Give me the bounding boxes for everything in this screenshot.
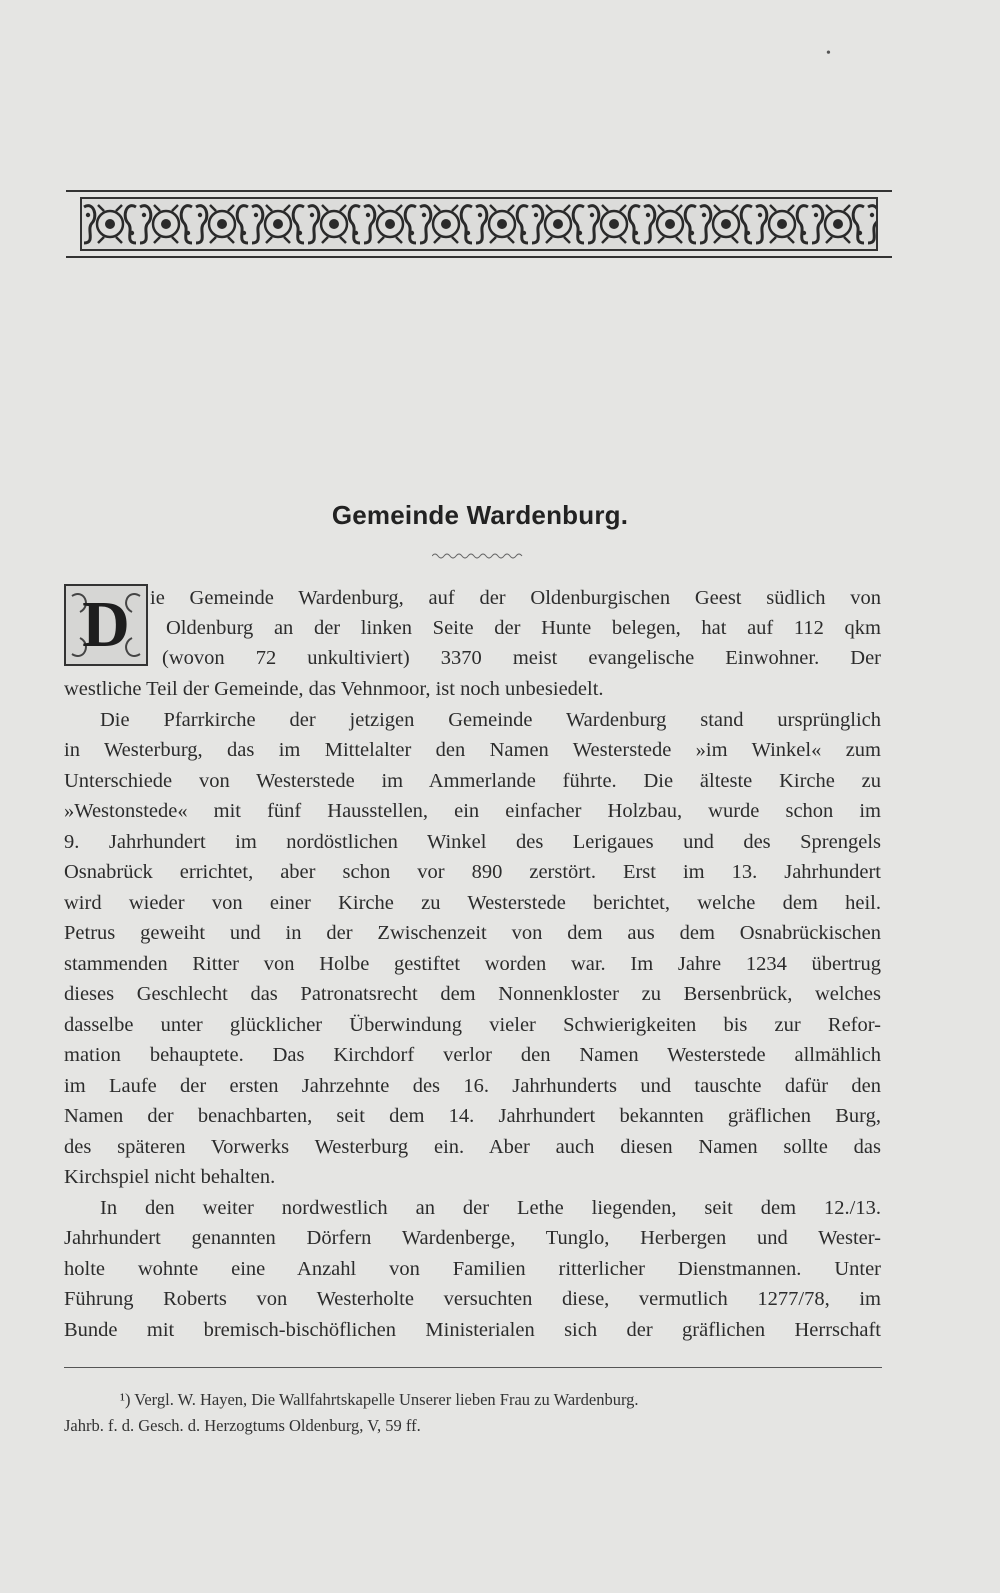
- ornament-pattern-icon: [82, 199, 876, 249]
- text-line: Die Pfarrkirche der jetzigen Gemeinde Wardenburg stand ursprünglich: [100, 709, 881, 731]
- text-line: Bunde mit bremisch-bischöflichen Ministerialen sich der gräflichen Herrschaft: [64, 1319, 881, 1341]
- text-line: westliche Teil der Gemeinde, das Vehnmoor, ist noch unbesiedelt.: [64, 678, 604, 700]
- text-line: in Westerburg, das im Mittelalter den Namen Westerstede »im Winkel« zum: [64, 739, 881, 761]
- drop-cap-initial: [64, 584, 148, 666]
- text-line: Unterschiede von Westerstede im Ammerlande führte. Die älteste Kirche zu: [64, 770, 881, 792]
- text-line: ie Gemeinde Wardenburg, auf der Oldenburgischen Geest südlich von: [150, 587, 881, 609]
- page-title: Gemeinde Wardenburg.: [331, 500, 629, 530]
- text-line: Osnabrück errichtet, aber schon vor 890 zerstört. Erst im 13. Jahrhundert: [64, 861, 881, 883]
- text-line: holte wohnte eine Anzahl von Familien ritterlicher Dienstmannen. Unter: [64, 1258, 881, 1280]
- text-line: In den weiter nordwestlich an der Lethe liegenden, seit dem 12./13.: [100, 1197, 881, 1219]
- text-line: 9. Jahrhundert im nordöstlichen Winkel des Lerigaues und des Sprengels: [64, 831, 881, 853]
- footnote-line: ¹) Vergl. W. Hayen, Die Wallfahrtskapelle Unserer lieben Frau zu Wardenburg.: [120, 1390, 639, 1409]
- ornament-inner-frame: [80, 197, 878, 251]
- footnote-line: Jahrb. f. d. Gesch. d. Herzogtums Oldenburg, V, 59 ff.: [64, 1416, 421, 1435]
- ornamental-header-band: [66, 190, 892, 258]
- text-line: Jahrhundert genannten Dörfern Wardenberge, Tunglo, Herbergen und Wester-: [64, 1227, 881, 1249]
- text-line: des späteren Vorwerks Westerburg ein. Aber auch diesen Namen sollte das: [64, 1136, 881, 1158]
- text-line: Kirchspiel nicht behalten.: [64, 1166, 276, 1188]
- text-line: (wovon 72 unkultiviert) 3370 meist evangelische Einwohner. Der: [162, 647, 881, 669]
- text-line: »Westonstede« mit fünf Hausstellen, ein einfacher Holzbau, wurde schon im: [64, 800, 881, 822]
- text-line: Oldenburg an der linken Seite der Hunte belegen, hat auf 112 qkm: [166, 617, 881, 639]
- corner-speck: •: [826, 46, 831, 61]
- text-line: dasselbe unter glücklicher Überwindung vieler Schwierigkeiten bis zur Refor-: [64, 1014, 881, 1036]
- text-line: Petrus geweiht und in der Zwischenzeit von dem aus dem Osnabrückischen: [64, 922, 881, 944]
- text-line: mation behauptete. Das Kirchdorf verlor den Namen Westerstede allmählich: [64, 1044, 881, 1066]
- text-line: dieses Geschlecht das Patronatsrecht dem Nonnenkloster zu Bersenbrück, welches: [64, 983, 881, 1005]
- footnote-divider: [64, 1367, 882, 1368]
- text-line: Führung Roberts von Westerholte versuchten diese, vermutlich 1277/78, im: [64, 1288, 881, 1310]
- text-line: stammenden Ritter von Holbe gestiftet worden war. Im Jahre 1234 übertrug: [64, 953, 881, 975]
- text-line: Namen der benachbarten, seit dem 14. Jahrhundert bekannten gräflichen Burg,: [64, 1105, 881, 1127]
- text-line: im Laufe der ersten Jahrzehnte des 16. Jahrhunderts und tauschte dafür den: [64, 1075, 881, 1097]
- text-line: wird wieder von einer Kirche zu Westerstede berichtet, welche dem heil.: [64, 892, 881, 914]
- drop-cap-letter: D: [82, 588, 130, 661]
- title-squiggle-icon: [432, 552, 524, 560]
